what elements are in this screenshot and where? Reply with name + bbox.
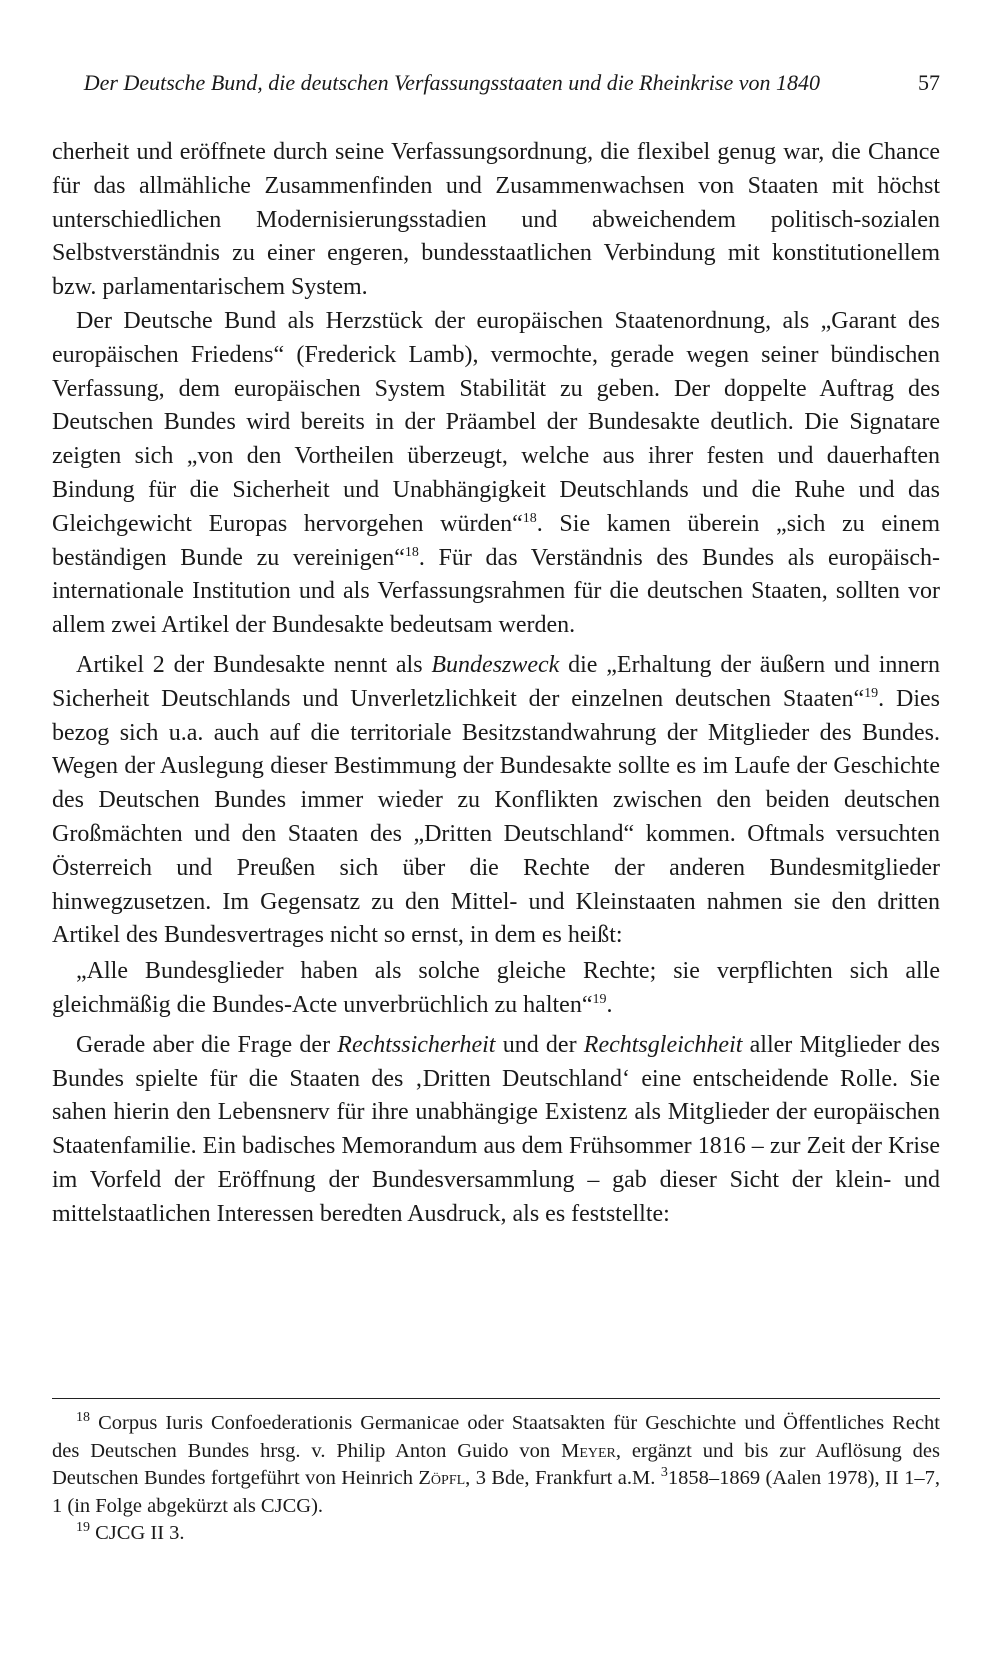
footnote-ref-19-second[interactable]: 19 xyxy=(592,991,607,1007)
footnote-19 xyxy=(52,1520,940,1548)
running-title: Der Deutsche Bund, die deutschen Verfassungsstaaten und die Rheinkrise von 1840 xyxy=(83,70,820,95)
term-rechtsgleichheit: Rechtsgleichheit xyxy=(583,1031,743,1058)
author-meyer: Meyer xyxy=(561,1439,616,1462)
term-rechtssicherheit: Rechtssicherheit xyxy=(337,1031,496,1058)
footnote-ref-18-second[interactable]: 18 xyxy=(404,544,419,560)
paragraph-2-text-a: Der Deutsche Bund als Herzstück der europäischen Staatenordnung, als „Garant des europäischen Friedens“ (Frederick Lamb), vermochte, gerade wegen seiner bündischen Verfassung, dem europäischen System Stabilität zu geben. Der doppelte Auftrag des Deutschen Bundes wird bereits in der Präambel der Bundesakte deutlich. Die Signatare zeigten sich „von den Vortheilen überzeugt, welche aus ihrer festen und dauerhaften Bindung für die Sicherheit und Unabhängigkeit Deutschlands und die Ruhe und das Gleichgewicht Europas hervorgehen würden“ xyxy=(52,307,940,537)
page-number: 57 xyxy=(918,70,940,95)
footnote-divider xyxy=(52,1398,940,1399)
paragraph-4-text-b: und der xyxy=(495,1031,584,1058)
quote-text: „Alle Bundesglieder haben als solche gleiche Rechte; sie verpflichten sich alle gleichmäßig die Bundes-Acte unverbrüchlich zu halten“ xyxy=(52,958,940,1018)
footnotes xyxy=(52,1410,940,1548)
footnote-ref-19[interactable]: 19 xyxy=(864,685,879,701)
quote-end: . xyxy=(606,991,613,1018)
paragraph-2-text-b: . Sie kamen überein „sich zu einem beständigen Bunde zu vereinigen“ xyxy=(52,510,940,571)
paragraph-4 xyxy=(52,1029,940,1232)
footnote-ref-18[interactable]: 18 xyxy=(522,510,537,526)
footnote-18 xyxy=(52,1410,940,1520)
footnote-18-text-c: , 3 Bde, Frankfurt a.M. xyxy=(465,1467,661,1489)
paragraph-3-text-b: die „Erhaltung der äußern und innern Sicherheit Deutschlands und Unverletzlichkeit der einzelnen deutschen Staaten“ xyxy=(52,651,941,712)
paragraph-1: cherheit und eröffnete durch seine Verfassungsordnung, die flexibel genug war, die Chance für das allmähliche Zusammenfinden und Zusammenwachsen von Staaten mit höchst unterschiedlichen Modernisierungsstadien und abweichendem politisch-sozialen Selbstverständnis zu einer engeren, bundesstaatlichen Verbindung mit konstitutionellem bzw. parlamentarischem System. xyxy=(52,139,940,301)
footnote-19-number: 19 xyxy=(76,1520,90,1536)
footnote-18-text-b: , ergänzt und bis zur Auflösung des Deutschen Bundes fortgeführt von Heinrich xyxy=(52,1439,940,1489)
footnote-18-text-a: Corpus Iuris Confoederationis Germanicae oder Staatsakten für Geschichte und Öffentliches Recht des Deutschen Bundes hrsg. v. Philip Anton Guido von xyxy=(52,1412,940,1462)
author-zoepfl: Zöpfl xyxy=(418,1467,466,1489)
main-text xyxy=(52,136,940,1232)
paragraph-2 xyxy=(52,305,940,643)
term-bundeszweck: Bundeszweck xyxy=(431,651,560,678)
paragraph-3-text-c: . Dies bezog sich u.a. auch auf die territoriale Besitzstandwahrung der Mitglieder des Bundes. Wegen der Auslegung dieser Bestimmung der Bundesakte sollte es im Laufe der Geschichte des Deutschen Bundes immer wieder zu Konflikten zwischen den beiden deutschen Großmächten und den Staaten des „Dritten Deutschland“ kommen. Oftmals versuchten Österreich und Preußen sich über die Rechte der anderen Bundesmitglieder hinwegzusetzen. Im Gegensatz zu den Mittel- und Kleinstaaten nahmen sie den dritten Artikel des Bundesvertrages nicht so ernst, in dem es heißt: xyxy=(52,685,941,949)
footnote-18-number: 18 xyxy=(76,1410,90,1426)
footnote-19-text: CJCG II 3. xyxy=(90,1522,185,1544)
block-quote xyxy=(52,955,940,1023)
running-header xyxy=(50,70,940,104)
edition-number: 3 xyxy=(660,1465,668,1481)
paragraph-2-text-c: . Für das Verständnis des Bundes als europäisch-internationale Institution und als Verfassungsrahmen für die deutschen Staaten, sollten vor allem zwei Artikel der Bundesakte bedeutsam werden. xyxy=(52,544,940,639)
footnote-18-text-d: 1858–1869 (Aalen 1978), II 1–7, 1 (in Folge abgekürzt als CJCG). xyxy=(52,1467,941,1517)
paragraph-3-text-a: Artikel 2 der Bundesakte nennt als xyxy=(76,651,432,678)
paragraph-4-text-c: aller Mitglieder des Bundes spielte für die Staaten des ‚Dritten Deutschland‘ eine entscheidende Rolle. Sie sahen hierin den Lebensnerv für ihre unabhängige Existenz als Mitglieder der europäischen Staatenfamilie. Ein badisches Memorandum aus dem Frühsommer 1816 – zur Zeit der Krise im Vorfeld der Eröffnung der Bundesversammlung – gab dieser Sicht der klein- und mittelstaatlichen Interessen beredten Ausdruck, als es feststellte: xyxy=(52,1031,941,1227)
paragraph-3 xyxy=(52,649,940,953)
paragraph-4-text-a: Gerade aber die Frage der xyxy=(76,1031,338,1058)
